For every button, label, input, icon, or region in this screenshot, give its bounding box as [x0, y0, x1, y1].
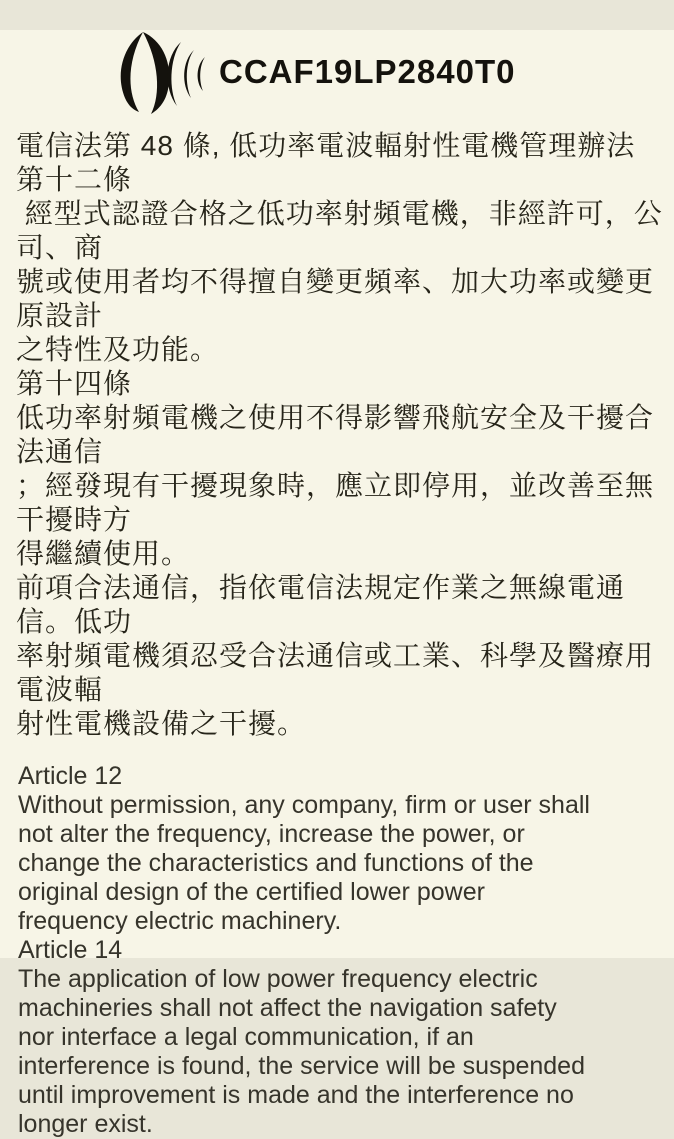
en-line-article14-title: Article 14	[18, 936, 123, 964]
zh-line: 得繼續使用。	[16, 538, 191, 569]
en-line: frequency electric machinery.	[18, 907, 342, 935]
en-line: Without permission, any company, firm or user shall	[18, 791, 590, 819]
zh-line: 之特性及功能。	[16, 334, 220, 365]
zh-line-article14-title: 第十四條	[16, 368, 133, 399]
zh-line: 率射頻電機須忍受合法通信或工業、科學及醫療用電波輻	[16, 640, 655, 705]
zh-line: ；經發現有干擾現象時，應立即停用，並改善至無干擾時方	[16, 470, 655, 535]
certification-id: CCAF19LP2840T0	[219, 53, 516, 90]
en-line: The application of low power frequency electric	[18, 965, 538, 993]
en-line: not alter the frequency, increase the power, or	[18, 820, 525, 848]
en-line: nor interface a legal communication, if an	[18, 1023, 474, 1051]
zh-line: 經型式認證合格之低功率射頻電機，非經許可，公司、商	[16, 198, 663, 263]
en-line: machineries shall not affect the navigation safety	[18, 994, 557, 1022]
zh-line: 低功率射頻電機之使用不得影響飛航安全及干擾合法通信	[16, 402, 655, 467]
zh-line: 號或使用者均不得擅自變更頻率、加大功率或變更原設計	[16, 266, 655, 331]
en-line: until improvement is made and the interference no	[18, 1081, 574, 1109]
zh-line-telecom-act: 電信法第 48 條, 低功率電波輻射性電機管理辦法	[16, 130, 636, 161]
zh-line: 前項合法通信，指依電信法規定作業之無線電通信。低功	[16, 572, 626, 637]
en-line: interference is found, the service will be suspended	[18, 1052, 585, 1080]
chinese-regulation-text	[16, 129, 664, 741]
zh-line: 射性電機設備之干擾。	[16, 708, 307, 739]
english-regulation-text	[18, 762, 664, 1139]
en-line: longer exist.	[18, 1110, 153, 1138]
zh-line-article12-title: 第十二條	[16, 164, 133, 195]
en-line-article12-title: Article 12	[18, 762, 123, 790]
en-line: original design of the certified lower power	[18, 878, 485, 906]
en-line: change the characteristics and functions of the	[18, 849, 534, 877]
ncc-header	[112, 30, 674, 114]
ncc-wave-logo-icon	[112, 30, 214, 114]
certification-document-page	[0, 30, 674, 1138]
